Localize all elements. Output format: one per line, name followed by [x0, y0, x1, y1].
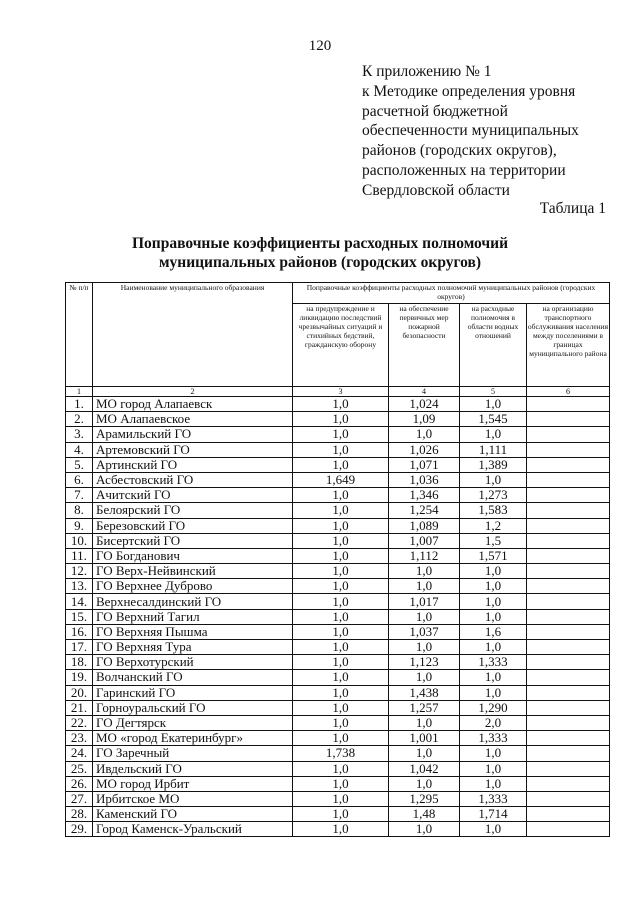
coef-emergency: 1,649 [293, 472, 389, 487]
coef-emergency: 1,0 [293, 791, 389, 806]
coef-fire-safety: 1,0 [389, 564, 460, 579]
coef-water-relations: 1,389 [460, 457, 527, 472]
row-number: 12. [66, 564, 93, 579]
municipality-name: Город Каменск-Уральский [93, 822, 293, 837]
coef-water-relations: 1,273 [460, 488, 527, 503]
coef-emergency: 1,0 [293, 579, 389, 594]
coef-transport [527, 761, 610, 776]
coef-emergency: 1,0 [293, 715, 389, 730]
coef-water-relations: 1,0 [460, 640, 527, 655]
appendix-line: к Методике определения уровня [362, 82, 576, 100]
coef-transport [527, 533, 610, 548]
municipality-name: ГО Дегтярск [93, 715, 293, 730]
column-number: 3 [293, 387, 389, 397]
coef-fire-safety: 1,09 [389, 412, 460, 427]
coef-emergency: 1,0 [293, 503, 389, 518]
header-fire-safety: на обеспечение первичных мер пожарной безопасности [389, 304, 460, 387]
municipality-name: Ирбитское МО [93, 791, 293, 806]
coef-water-relations: 1,333 [460, 655, 527, 670]
coef-water-relations: 1,333 [460, 791, 527, 806]
table-row [66, 746, 610, 761]
coef-transport [527, 776, 610, 791]
coef-water-relations: 1,0 [460, 822, 527, 837]
table-row [66, 791, 610, 806]
column-number: 5 [460, 387, 527, 397]
appendix-line: обеспеченности муниципальных [362, 122, 579, 140]
coef-water-relations: 1,714 [460, 807, 527, 822]
row-number: 26. [66, 776, 93, 791]
appendix-line: К приложению № 1 [362, 63, 492, 80]
table-row [66, 472, 610, 487]
coef-fire-safety: 1,0 [389, 822, 460, 837]
coef-water-relations: 1,0 [460, 670, 527, 685]
coef-water-relations: 1,0 [460, 776, 527, 791]
column-number: 6 [527, 387, 610, 397]
municipality-name: ГО Верхняя Пышма [93, 624, 293, 639]
coef-fire-safety: 1,346 [389, 488, 460, 503]
coef-transport [527, 624, 610, 639]
coefficients-table [65, 282, 610, 837]
row-number: 22. [66, 715, 93, 730]
row-number: 27. [66, 791, 93, 806]
page-number: 120 [308, 38, 332, 54]
coef-fire-safety: 1,036 [389, 472, 460, 487]
coef-water-relations: 1,6 [460, 624, 527, 639]
coef-fire-safety: 1,0 [389, 715, 460, 730]
coef-transport [527, 594, 610, 609]
coef-emergency: 1,0 [293, 457, 389, 472]
appendix-line: расположенных на территории [362, 161, 566, 179]
row-number: 1. [66, 397, 93, 412]
table-row [66, 624, 610, 639]
coef-transport [527, 397, 610, 412]
coef-water-relations: 1,2 [460, 518, 527, 533]
coef-transport [527, 548, 610, 563]
coef-water-relations: 1,5 [460, 533, 527, 548]
municipality-name: Верхнесалдинский ГО [93, 594, 293, 609]
appendix-note [362, 62, 624, 201]
coef-transport [527, 442, 610, 457]
row-number: 4. [66, 442, 93, 457]
table-row [66, 655, 610, 670]
coef-transport [527, 655, 610, 670]
row-number: 11. [66, 548, 93, 563]
header-transport: на организацию транспортного обслуживания населения между поселениями в границах муниципального района [527, 304, 610, 387]
table-row [66, 700, 610, 715]
row-number: 18. [66, 655, 93, 670]
coef-emergency: 1,0 [293, 761, 389, 776]
coef-transport [527, 564, 610, 579]
coef-transport [527, 579, 610, 594]
row-number: 29. [66, 822, 93, 837]
coef-fire-safety: 1,0 [389, 776, 460, 791]
table-row [66, 442, 610, 457]
appendix-line: Свердловской области [362, 181, 510, 199]
coef-fire-safety: 1,071 [389, 457, 460, 472]
row-number: 20. [66, 685, 93, 700]
row-number: 23. [66, 731, 93, 746]
appendix-line: районов (городских округов), [362, 142, 557, 160]
table-label: Таблица 1 [539, 200, 606, 217]
coef-transport [527, 746, 610, 761]
coef-emergency: 1,0 [293, 518, 389, 533]
row-number: 6. [66, 472, 93, 487]
coef-emergency: 1,0 [293, 564, 389, 579]
coef-water-relations: 1,545 [460, 412, 527, 427]
row-number: 9. [66, 518, 93, 533]
coef-water-relations: 1,0 [460, 594, 527, 609]
table-row [66, 548, 610, 563]
coef-emergency: 1,0 [293, 609, 389, 624]
row-number: 16. [66, 624, 93, 639]
column-number: 2 [93, 387, 293, 397]
coef-transport [527, 700, 610, 715]
municipality-name: Березовский ГО [93, 518, 293, 533]
row-number: 17. [66, 640, 93, 655]
municipality-name: МО город Ирбит [93, 776, 293, 791]
coef-emergency: 1,0 [293, 731, 389, 746]
coef-emergency: 1,0 [293, 776, 389, 791]
table-row [66, 503, 610, 518]
coef-transport [527, 731, 610, 746]
coef-fire-safety: 1,123 [389, 655, 460, 670]
row-number: 19. [66, 670, 93, 685]
coef-fire-safety: 1,0 [389, 746, 460, 761]
municipality-name: ГО Богданович [93, 548, 293, 563]
appendix-line: расчетной бюджетной [362, 102, 508, 120]
coef-emergency: 1,0 [293, 822, 389, 837]
table-row [66, 807, 610, 822]
coef-fire-safety: 1,112 [389, 548, 460, 563]
coef-fire-safety: 1,438 [389, 685, 460, 700]
row-number: 24. [66, 746, 93, 761]
table-row [66, 609, 610, 624]
coef-emergency: 1,0 [293, 427, 389, 442]
coef-emergency: 1,0 [293, 700, 389, 715]
coef-emergency: 1,0 [293, 533, 389, 548]
coef-fire-safety: 1,037 [389, 624, 460, 639]
table-row [66, 822, 610, 837]
header-municipality: Наименование муниципального образования [93, 283, 293, 387]
coef-fire-safety: 1,001 [389, 731, 460, 746]
coef-water-relations: 1,0 [460, 761, 527, 776]
coef-fire-safety: 1,089 [389, 518, 460, 533]
row-number: 13. [66, 579, 93, 594]
row-number: 15. [66, 609, 93, 624]
header-emergency: на предупреждение и ликвидацию последствий чрезвычайных ситуаций и стихийных бедствий, гражданскую оборону [293, 304, 389, 387]
municipality-name: Каменский ГО [93, 807, 293, 822]
table-row [66, 594, 610, 609]
table-row [66, 518, 610, 533]
municipality-name: ГО Верхняя Тура [93, 640, 293, 655]
coef-fire-safety: 1,295 [389, 791, 460, 806]
municipality-name: МО Алапаевское [93, 412, 293, 427]
coef-water-relations: 2,0 [460, 715, 527, 730]
municipality-name: Белоярский ГО [93, 503, 293, 518]
row-number: 7. [66, 488, 93, 503]
coef-fire-safety: 1,007 [389, 533, 460, 548]
table-row [66, 579, 610, 594]
table-row [66, 670, 610, 685]
coef-water-relations: 1,111 [460, 442, 527, 457]
coef-fire-safety: 1,017 [389, 594, 460, 609]
title-line: муниципальных районов (городских округов) [158, 254, 482, 271]
coef-water-relations: 1,0 [460, 427, 527, 442]
coef-emergency: 1,0 [293, 685, 389, 700]
coef-fire-safety: 1,0 [389, 670, 460, 685]
column-number: 4 [389, 387, 460, 397]
coef-transport [527, 670, 610, 685]
coef-water-relations: 1,333 [460, 731, 527, 746]
table-row [66, 715, 610, 730]
coef-fire-safety: 1,0 [389, 609, 460, 624]
municipality-name: Артемовский ГО [93, 442, 293, 457]
municipality-name: Горноуральский ГО [93, 700, 293, 715]
municipality-name: ГО Заречный [93, 746, 293, 761]
coef-emergency: 1,0 [293, 397, 389, 412]
coef-transport [527, 488, 610, 503]
row-number: 3. [66, 427, 93, 442]
table-row [66, 397, 610, 412]
row-number: 14. [66, 594, 93, 609]
coef-water-relations: 1,583 [460, 503, 527, 518]
table-row [66, 761, 610, 776]
coef-transport [527, 427, 610, 442]
coef-emergency: 1,0 [293, 670, 389, 685]
row-number: 2. [66, 412, 93, 427]
table-row [66, 776, 610, 791]
coef-water-relations: 1,0 [460, 609, 527, 624]
row-number: 8. [66, 503, 93, 518]
table-row [66, 533, 610, 548]
table-row [66, 640, 610, 655]
coef-transport [527, 822, 610, 837]
coef-transport [527, 685, 610, 700]
row-number: 10. [66, 533, 93, 548]
coef-transport [527, 715, 610, 730]
coef-transport [527, 457, 610, 472]
coef-transport [527, 518, 610, 533]
coef-fire-safety: 1,024 [389, 397, 460, 412]
coef-water-relations: 1,290 [460, 700, 527, 715]
coef-fire-safety: 1,0 [389, 427, 460, 442]
coef-fire-safety: 1,257 [389, 700, 460, 715]
table-row [66, 412, 610, 427]
table-row [66, 457, 610, 472]
table-row [66, 564, 610, 579]
municipality-name: МО «город Екатеринбург» [93, 731, 293, 746]
coef-transport [527, 412, 610, 427]
municipality-name: Асбестовский ГО [93, 472, 293, 487]
coef-fire-safety: 1,042 [389, 761, 460, 776]
coef-emergency: 1,0 [293, 412, 389, 427]
coef-emergency: 1,0 [293, 548, 389, 563]
coef-transport [527, 503, 610, 518]
coef-emergency: 1,0 [293, 594, 389, 609]
row-number: 21. [66, 700, 93, 715]
municipality-name: ГО Верхний Тагил [93, 609, 293, 624]
municipality-name: Волчанский ГО [93, 670, 293, 685]
coef-water-relations: 1,0 [460, 685, 527, 700]
coef-fire-safety: 1,0 [389, 640, 460, 655]
coef-emergency: 1,0 [293, 624, 389, 639]
coef-emergency: 1,0 [293, 442, 389, 457]
coef-transport [527, 640, 610, 655]
municipality-name: ГО Верх-Нейвинский [93, 564, 293, 579]
municipality-name: Гаринский ГО [93, 685, 293, 700]
coef-transport [527, 609, 610, 624]
table-row [66, 685, 610, 700]
coef-transport [527, 472, 610, 487]
header-number: № п/п [66, 283, 93, 387]
header-coefficients-group: Поправочные коэффициенты расходных полномочий муниципальных районов (городских округов) [293, 283, 610, 304]
coef-emergency: 1,0 [293, 640, 389, 655]
coef-fire-safety: 1,0 [389, 579, 460, 594]
municipality-name: Бисертский ГО [93, 533, 293, 548]
coef-transport [527, 791, 610, 806]
table-body [66, 397, 610, 837]
table-row [66, 488, 610, 503]
municipality-name: Ачитский ГО [93, 488, 293, 503]
row-number: 25. [66, 761, 93, 776]
coef-transport [527, 807, 610, 822]
coef-emergency: 1,738 [293, 746, 389, 761]
coef-fire-safety: 1,254 [389, 503, 460, 518]
table-row [66, 731, 610, 746]
municipality-name: Артинский ГО [93, 457, 293, 472]
coef-emergency: 1,0 [293, 807, 389, 822]
coef-water-relations: 1,0 [460, 746, 527, 761]
municipality-name: МО город Алапаевск [93, 397, 293, 412]
municipality-name: ГО Верхнее Дуброво [93, 579, 293, 594]
coef-fire-safety: 1,48 [389, 807, 460, 822]
header-water-relations: на расходные полномочия в области водных отношений [460, 304, 527, 387]
row-number: 5. [66, 457, 93, 472]
coef-water-relations: 1,0 [460, 472, 527, 487]
coef-water-relations: 1,571 [460, 548, 527, 563]
column-number: 1 [66, 387, 93, 397]
municipality-name: Ивдельский ГО [93, 761, 293, 776]
coef-water-relations: 1,0 [460, 397, 527, 412]
coef-fire-safety: 1,026 [389, 442, 460, 457]
municipality-name: Арамильский ГО [93, 427, 293, 442]
coef-water-relations: 1,0 [460, 564, 527, 579]
table-row [66, 427, 610, 442]
coef-emergency: 1,0 [293, 488, 389, 503]
coef-water-relations: 1,0 [460, 579, 527, 594]
coef-emergency: 1,0 [293, 655, 389, 670]
municipality-name: ГО Верхотурский [93, 655, 293, 670]
row-number: 28. [66, 807, 93, 822]
document-title [0, 234, 640, 272]
title-line: Поправочные коэффициенты расходных полномочий [131, 235, 509, 252]
